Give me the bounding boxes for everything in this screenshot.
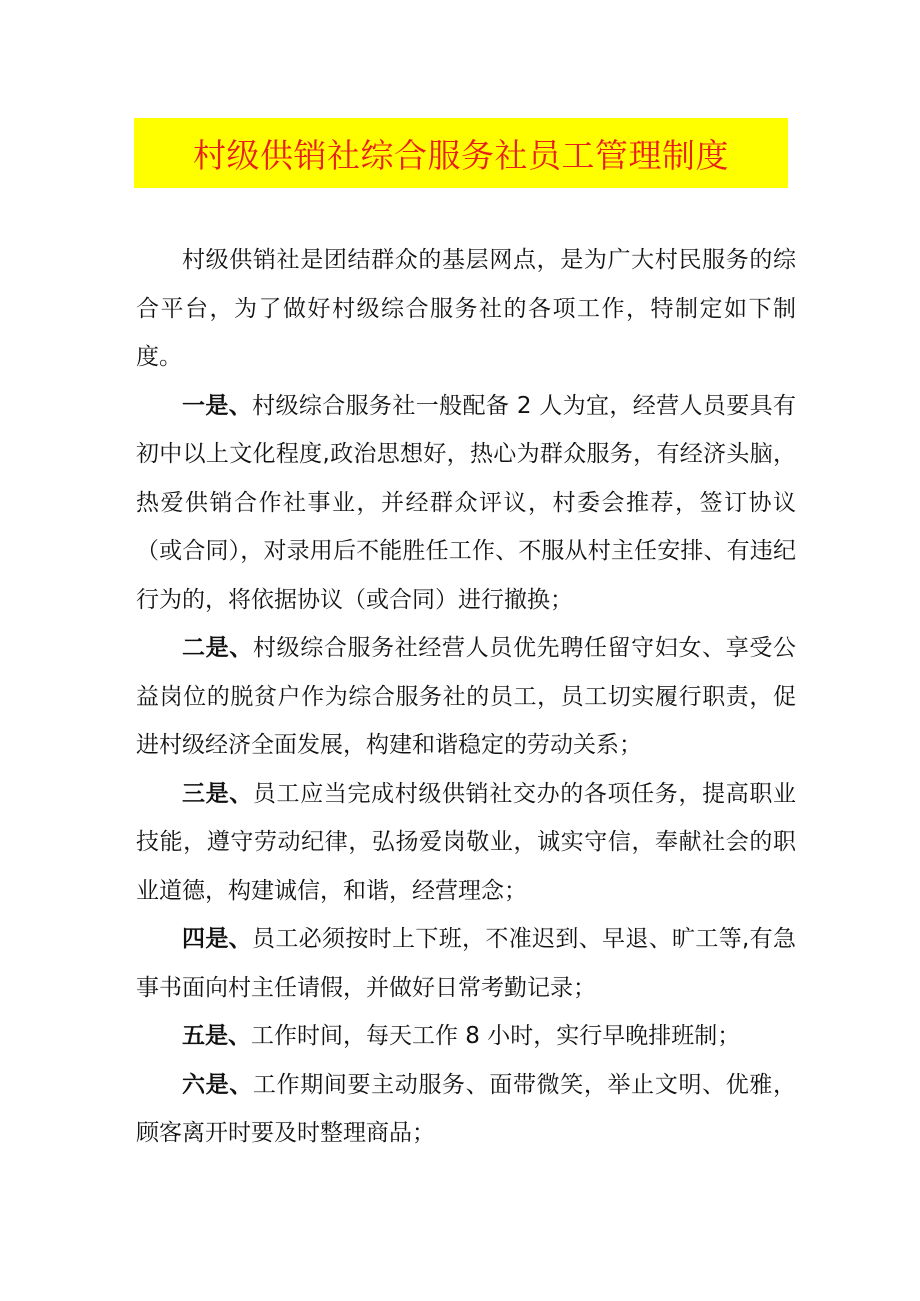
rule-lead: 四是、 — [182, 926, 253, 952]
rule-lead: 二是、 — [182, 635, 253, 661]
intro-paragraph: 村级供销社是团结群众的基层网点，是为广大村民服务的综合平台，为了做好村级综合服务社的各项工作，特制定如下制度。 — [136, 247, 796, 370]
rule-lead: 三是、 — [182, 780, 253, 807]
rule-paragraph-1 — [136, 382, 796, 625]
rule-paragraph-4 — [136, 915, 796, 1012]
rule-text: 工作时间，每天工作 8 小时，实行早晚排班制； — [251, 1023, 741, 1049]
rule-text: 员工应当完成村级供销社交办的各项任务，提高职业技能，遵守劳动纪律，弘扬爱岗敬业，诚实守信，奉献社会的职业道德，构建诚信，和谐，经营理念； — [136, 780, 797, 904]
rule-lead: 一是、 — [182, 392, 253, 419]
rule-paragraph-6 — [136, 1061, 796, 1158]
rule-text: 村级综合服务社经营人员优先聘任留守妇女、享受公益岗位的脱贫户作为综合服务社的员工，员工切实履行职责，促进村级经济全面发展，构建和谐稳定的劳动关系； — [136, 635, 797, 758]
rule-paragraph-5 — [136, 1012, 796, 1061]
title-highlight — [134, 118, 788, 188]
rule-paragraph-2 — [136, 624, 796, 770]
rule-lead: 六是、 — [182, 1071, 253, 1098]
document-title: 村级供销社综合服务社员工管理制度 — [193, 135, 729, 175]
rule-paragraph-3 — [136, 770, 796, 916]
rule-text: 村级综合服务社一般配备 2 人为宜，经营人员要具有初中以上文化程度,政治思想好，热心为群众服务，有经济头脑，热爱供销合作社事业，并经群众评议，村委会推荐，签订协议（或合同），对录用后不能胜任工作、不服从村主任安排、有违纪行为的，将依据协议（或合同）进行撤换； — [136, 392, 796, 613]
rule-text: 员工必须按时上下班，不准迟到、早退、旷工等,有急事书面向村主任请假，并做好日常考勤记录； — [136, 926, 797, 1001]
document-body — [136, 236, 796, 1158]
rule-text: 工作期间要主动服务、面带微笑，举止文明、优雅，顾客离开时要及时整理商品； — [136, 1071, 797, 1146]
rule-lead: 五是、 — [182, 1023, 251, 1049]
